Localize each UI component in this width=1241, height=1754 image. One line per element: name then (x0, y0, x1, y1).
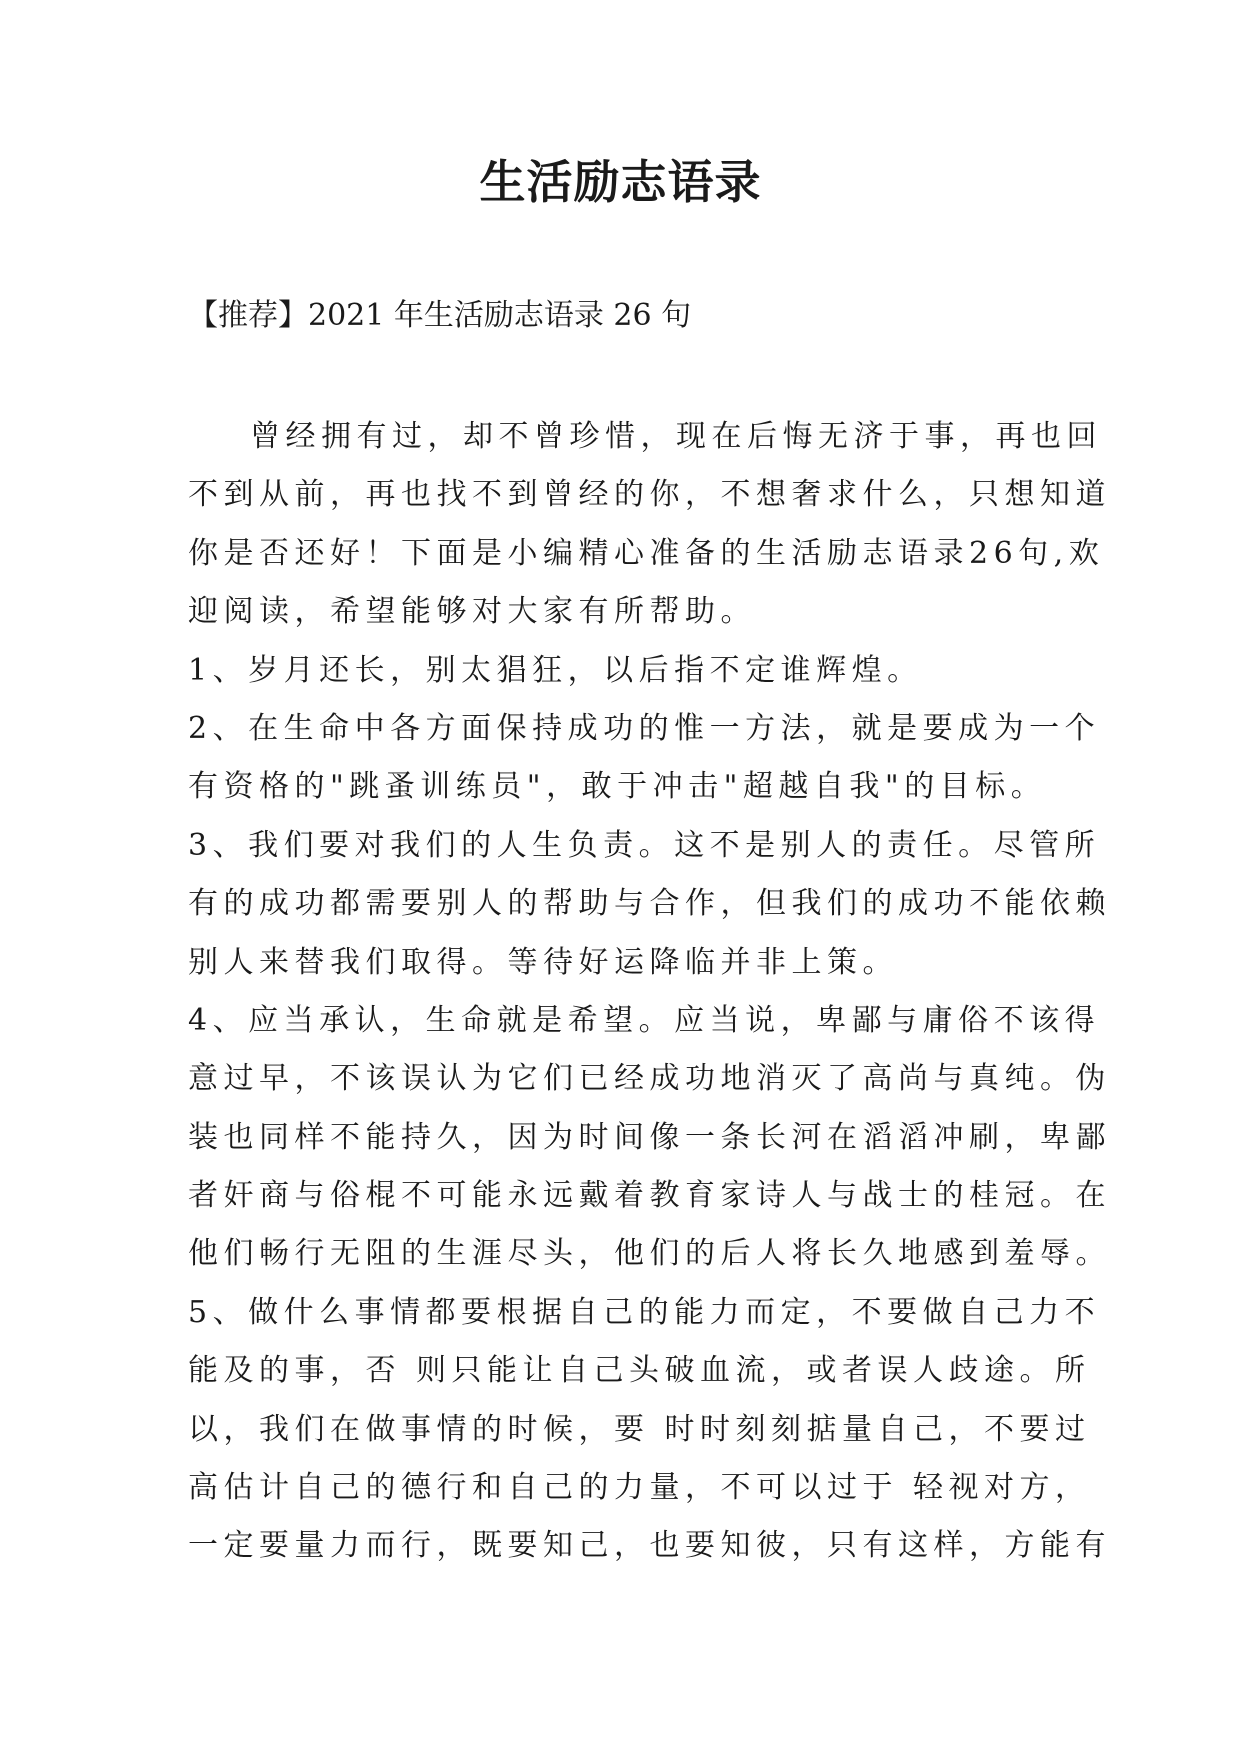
paragraph-line: 你是否还好！下面是小编精心准备的生活励志语录26句,欢 (188, 535, 1105, 571)
quote-line: 他们畅行无阻的生涯尽头，他们的后人将长久地感到羞辱。 (188, 1236, 1111, 1272)
quote-line: 高估计自己的德行和自己的力量，不可以过于 轻视对方， (188, 1470, 1091, 1506)
quote-line: 装也同样不能持久，因为时间像一条长河在滔滔冲刷，卑鄙 (188, 1119, 1111, 1155)
quote-line: 有的成功都需要别人的帮助与合作，但我们的成功不能依赖 (188, 886, 1111, 922)
quote-line: 能及的事，否 则只能让自己头破血流，或者误人歧途。所 (188, 1353, 1091, 1389)
quote-line: 1、岁月还长，别太猖狂，以后指不定谁辉煌。 (188, 652, 923, 688)
quote-line: 3、我们要对我们的人生负责。这不是别人的责任。尽管所 (188, 827, 1101, 863)
quote-line: 有资格的"跳蚤训练员"，敢于冲击"超越自我"的目标。 (188, 769, 1047, 805)
quote-line: 5、做什么事情都要根据自己的能力而定，不要做自己力不 (188, 1294, 1101, 1330)
paragraph-line: 不到从前，再也找不到曾经的你，不想奢求什么，只想知道 (188, 477, 1111, 513)
document-subtitle: 【推荐】2021 年生活励志语录 26 句 (188, 298, 692, 333)
quote-line: 别人来替我们取得。等待好运降临并非上策。 (188, 944, 898, 980)
document-title: 生活励志语录 (479, 155, 762, 209)
quote-line: 意过早，不该误认为它们已经成功地消灭了高尚与真纯。伪 (188, 1061, 1111, 1097)
quote-line: 者奸商与俗棍不可能永远戴着教育家诗人与战士的桂冠。在 (188, 1178, 1111, 1214)
quote-line: 以，我们在做事情的时候，要 时时刻刻掂量自己，不要过 (188, 1411, 1091, 1447)
quote-line: 2、在生命中各方面保持成功的惟一方法，就是要成为一个 (188, 710, 1101, 746)
quote-line: 一定要量力而行，既要知己，也要知彼，只有这样，方能有 (188, 1528, 1111, 1564)
paragraph-line: 迎阅读，希望能够对大家有所帮助。 (188, 594, 756, 630)
quote-line: 4、应当承认，生命就是希望。应当说，卑鄙与庸俗不该得 (188, 1002, 1101, 1038)
paragraph-line: 曾经拥有过，却不曾珍惜，现在后悔无济于事，再也回 (250, 419, 1102, 454)
document-body (188, 408, 1111, 1576)
